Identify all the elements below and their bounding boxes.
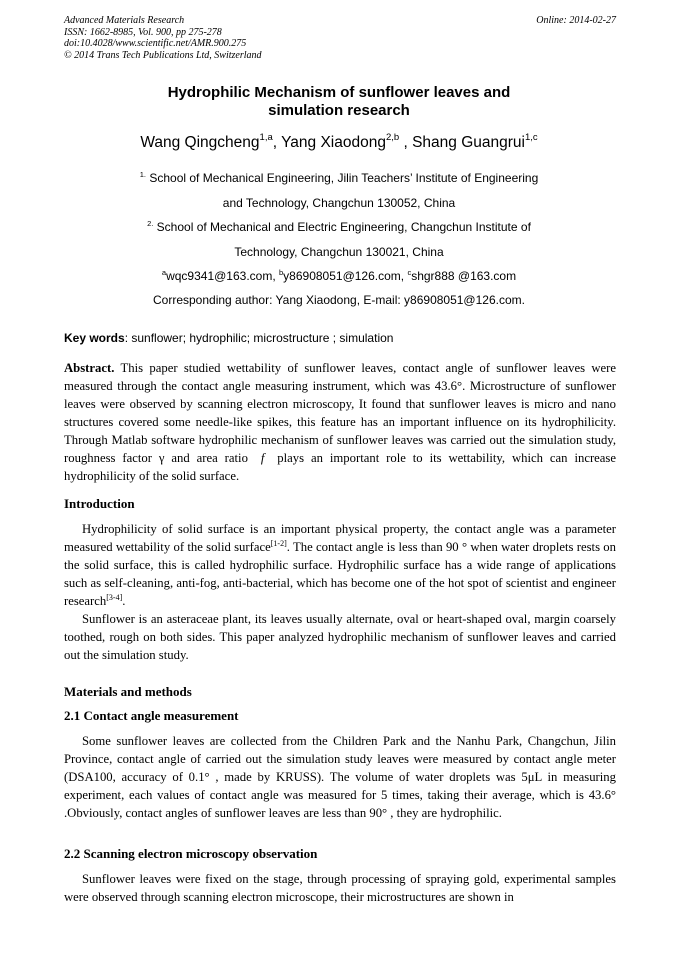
email-c[interactable]: shgr888 @163.com	[411, 269, 517, 283]
paper-title-line-2: simulation research	[268, 102, 410, 119]
abstract	[64, 359, 616, 485]
email-a[interactable]: wqc9341@163.com,	[166, 269, 279, 283]
contact-angle-body	[64, 732, 616, 822]
affiliation-2-line-2: Technology, Changchun 130021, China	[234, 245, 444, 259]
journal-copyright: © 2014 Trans Tech Publications Ltd, Switzerland	[64, 49, 262, 61]
introduction-paragraph-1: Hydrophilicity of solid surface is an important physical property, the contact angle was a parameter measured wettability of the solid surface[1-2]. The contact angle is less than 90 ° when water droplets rests on the solid surface, this is called hydrophilic surface. Hydrophilic surface has a wide range of applications such as self-cleaning, anti-fog, anti-bacterial, which has become one of the hot spot of scientist and engineer research[3-4].	[64, 522, 616, 608]
subsection-heading-sem: 2.2 Scanning electron microscopy observation	[64, 846, 318, 861]
author-list	[0, 133, 678, 153]
paper-title	[0, 84, 678, 120]
introduction-body	[64, 520, 616, 664]
affiliation-2-mark: 2.	[147, 219, 154, 228]
author-3: , Shang Guangrui	[399, 134, 525, 151]
affiliation-1-line-1: $^{1.}$ School of Mechanical Engineering, Jilin Teachers’ Institute of Engineering	[139, 170, 539, 185]
journal-name: Advanced Materials Research	[64, 15, 185, 26]
author-emails: $^a$wqc9341@163.com, $^b$y86908051@126.com, $^c$shgr888 @163.com	[161, 268, 517, 283]
paper-title-line-1: Hydrophilic Mechanism of sunflower leaves and	[167, 84, 511, 101]
keywords	[64, 331, 616, 345]
section-heading-materials-methods: Materials and methods	[64, 684, 192, 699]
keywords-label: Key words	[64, 331, 125, 345]
introduction-paragraph-2: Sunflower is an asteraceae plant, its leaves usually alternate, oval or heart-shaped oval, margin coarsely toothed, rough on both sides. This paper analyzed hydrophilic mechanism of sunflower leaves and carried out the simulation study.	[64, 612, 616, 662]
abstract-text: This paper studied wettability of sunflower leaves, contact angle of sunflower leaves were measured through the contact angle measuring instrument, which was 43.6°. Microstructure of sunflower leaves were observed by scanning electron microscopy, It found that sunflower leaves is micro and nano structures covered some needle-like spikes, this feature has an important influence on its hydrophilicity. Through Matlab software hydrophilic mechanism of sunflower leaves was carried out the simulation study, roughness factor γ and area ratio	[64, 361, 616, 465]
area-ratio-symbol: f	[260, 451, 265, 465]
subsection-heading-contact-angle: 2.1 Contact angle measurement	[64, 708, 239, 723]
sem-paragraph: Sunflower leaves were fixed on the stage, through processing of spraying gold, experimental samples were observed through scanning electron microscope, their microstructures are shown in	[64, 872, 616, 904]
abstract-text-end: plays an important role to its wettability, which can increase hydrophilicity of the solid surface.	[64, 451, 617, 483]
email-b[interactable]: y86908051@126.com,	[283, 269, 408, 283]
author-1: Wang Qingcheng	[140, 134, 260, 151]
sem-body	[64, 870, 616, 906]
author-2: , Yang Xiaodong	[272, 134, 386, 151]
corresponding-author: Corresponding author: Yang Xiaodong, E-mail: y86908051@126.com.	[153, 293, 525, 307]
abstract-label: Abstract.	[64, 361, 115, 375]
journal-issn: ISSN: 1662-8985, Vol. 900, pp 275-278	[64, 26, 222, 38]
affiliation-1-mark: 1.	[139, 170, 147, 179]
author-2-mark: 2,b	[385, 132, 400, 143]
keywords-text: : sunflower; hydrophilic; microstructure ; simulation	[124, 331, 394, 345]
author-1-mark: 1,a	[259, 132, 273, 143]
citation-3-4[interactable]: [3-4]	[106, 593, 123, 602]
author-3-mark: 1,c	[524, 132, 538, 143]
online-date: Online: 2014-02-27	[536, 15, 616, 26]
contact-angle-paragraph: Some sunflower leaves are collected from the Children Park and the Nanhu Park, Changchun, Jilin Province, contact angle of carried out the simulation study leaves were measured by contact angle meter (DSA100, accuracy of 0.1° , made by KRUSS). The volume of water droplets was 5μL in measuring experiment, each values of contact angle was measured for 5 times, taking their average, which is 43.6° .Obviously, contact angles of sunflower leaves are less than 90° , they are hydrophilic.	[64, 734, 616, 820]
section-heading-introduction: Introduction	[64, 496, 135, 511]
journal-info	[64, 15, 262, 61]
affiliation-2-line-1: $^{2.}$ School of Mechanical and Electric Engineering, Changchun Institute of	[147, 219, 531, 234]
journal-doi[interactable]: doi:10.4028/www.scientific.net/AMR.900.275	[64, 38, 247, 49]
affiliation-1-line-2: and Technology, Changchun 130052, China	[222, 196, 456, 210]
citation-1-2[interactable]: [1-2]	[270, 539, 287, 548]
